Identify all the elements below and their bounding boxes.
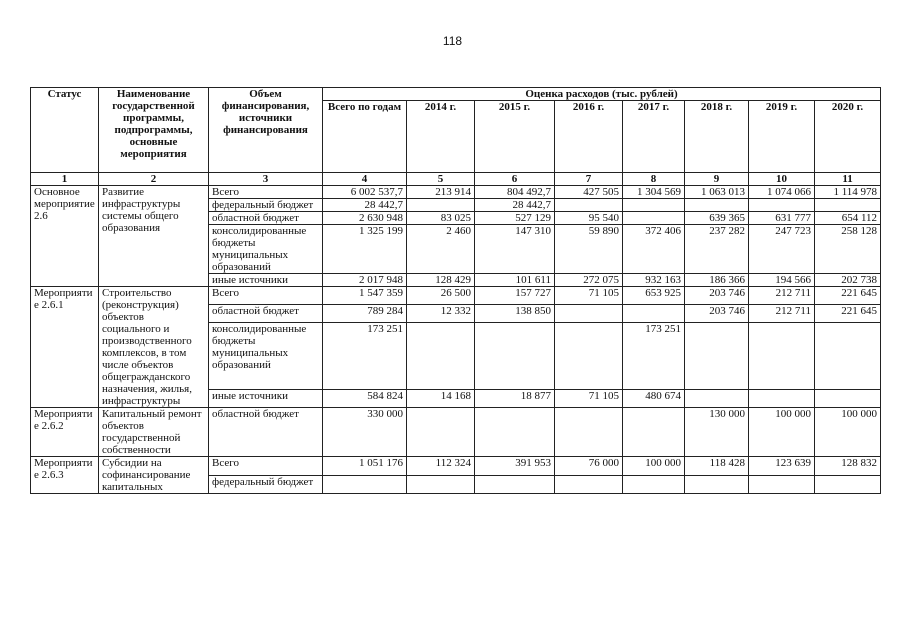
cell-value: 804 492,7 (475, 186, 555, 199)
cell-value (685, 475, 749, 494)
cell-value: 59 890 (555, 225, 623, 274)
row-name: Субсидии на софинансирование капитальных (99, 457, 209, 494)
cell-total: 28 442,7 (323, 199, 407, 212)
column-number: 6 (475, 173, 555, 186)
cell-value: 147 310 (475, 225, 555, 274)
column-number-row (31, 173, 881, 186)
cell-value: 932 163 (623, 274, 685, 287)
cell-value: 212 711 (749, 287, 815, 305)
cell-value: 71 105 (555, 390, 623, 408)
cell-value (475, 475, 555, 494)
header-year: 2019 г. (749, 101, 815, 173)
cell-value: 157 727 (475, 287, 555, 305)
cell-value: 101 611 (475, 274, 555, 287)
cell-value: 100 000 (623, 457, 685, 476)
cell-value: 527 129 (475, 212, 555, 225)
cell-value (749, 475, 815, 494)
row-name: Развитие инфраструктуры системы общего образования (99, 186, 209, 287)
cell-value: 118 428 (685, 457, 749, 476)
column-number: 4 (323, 173, 407, 186)
cell-total: 1 547 359 (323, 287, 407, 305)
cell-value (555, 322, 623, 389)
cell-value: 639 365 (685, 212, 749, 225)
funding-source: консолидированные бюджеты муниципальных образований (209, 225, 323, 274)
funding-source: консолидированные бюджеты муниципальных образований (209, 322, 323, 389)
cell-value (623, 408, 685, 457)
cell-value (555, 475, 623, 494)
cell-total: 584 824 (323, 390, 407, 408)
cell-value: 1 304 569 (623, 186, 685, 199)
cell-value (623, 475, 685, 494)
column-number: 10 (749, 173, 815, 186)
budget-table (30, 87, 881, 494)
funding-source: иные источники (209, 390, 323, 408)
cell-value: 237 282 (685, 225, 749, 274)
cell-value: 221 645 (815, 287, 881, 305)
cell-value: 14 168 (407, 390, 475, 408)
cell-value: 186 366 (685, 274, 749, 287)
cell-value: 391 953 (475, 457, 555, 476)
cell-value: 202 738 (815, 274, 881, 287)
page-number: 118 (442, 34, 463, 48)
cell-value (475, 322, 555, 389)
column-number: 2 (99, 173, 209, 186)
cell-value: 203 746 (685, 287, 749, 305)
cell-value: 272 075 (555, 274, 623, 287)
funding-source: областной бюджет (209, 212, 323, 225)
cell-value: 100 000 (815, 408, 881, 457)
cell-value (749, 199, 815, 212)
header-status: Статус (31, 88, 99, 173)
table-body (31, 173, 881, 494)
cell-value: 2 460 (407, 225, 475, 274)
cell-value (555, 304, 623, 322)
cell-value: 83 025 (407, 212, 475, 225)
header-year: 2016 г. (555, 101, 623, 173)
header-estimate: Оценка расходов (тыс. рублей) (323, 88, 881, 101)
header-name: Наименование государственной программы, подпрограммы, основные мероприятия (99, 88, 209, 173)
cell-value: 71 105 (555, 287, 623, 305)
cell-value: 173 251 (623, 322, 685, 389)
table-header (31, 88, 881, 173)
cell-value (815, 390, 881, 408)
cell-value (407, 322, 475, 389)
header-total: Всего по годам (323, 101, 407, 173)
row-status: Мероприятие 2.6.3 (31, 457, 99, 494)
cell-value (623, 304, 685, 322)
cell-value (685, 390, 749, 408)
cell-value: 18 877 (475, 390, 555, 408)
cell-total (323, 475, 407, 494)
cell-value (623, 199, 685, 212)
cell-value: 128 429 (407, 274, 475, 287)
funding-source: федеральный бюджет (209, 199, 323, 212)
cell-value: 654 112 (815, 212, 881, 225)
cell-value (407, 475, 475, 494)
column-number: 9 (685, 173, 749, 186)
funding-source: Всего (209, 287, 323, 305)
cell-value (815, 475, 881, 494)
table-row (31, 287, 881, 305)
cell-value: 212 711 (749, 304, 815, 322)
cell-value: 221 645 (815, 304, 881, 322)
cell-value (685, 322, 749, 389)
funding-source: Всего (209, 457, 323, 476)
cell-total: 1 051 176 (323, 457, 407, 476)
cell-value (407, 408, 475, 457)
cell-value: 213 914 (407, 186, 475, 199)
cell-value: 258 128 (815, 225, 881, 274)
header-year: 2018 г. (685, 101, 749, 173)
funding-source: иные источники (209, 274, 323, 287)
row-status: Мероприятие 2.6.2 (31, 408, 99, 457)
cell-value: 1 074 066 (749, 186, 815, 199)
cell-value (555, 408, 623, 457)
cell-value (555, 199, 623, 212)
column-number: 7 (555, 173, 623, 186)
cell-total: 2 017 948 (323, 274, 407, 287)
cell-value: 203 746 (685, 304, 749, 322)
cell-value: 1 114 978 (815, 186, 881, 199)
cell-value: 138 850 (475, 304, 555, 322)
column-number: 1 (31, 173, 99, 186)
column-number: 5 (407, 173, 475, 186)
funding-source: федеральный бюджет (209, 475, 323, 494)
cell-total: 789 284 (323, 304, 407, 322)
header-year: 2014 г. (407, 101, 475, 173)
cell-total: 6 002 537,7 (323, 186, 407, 199)
header-funding: Объем финансирования, источники финансирования (209, 88, 323, 173)
cell-value (685, 199, 749, 212)
cell-value: 247 723 (749, 225, 815, 274)
cell-total: 1 325 199 (323, 225, 407, 274)
cell-value: 28 442,7 (475, 199, 555, 212)
column-number: 11 (815, 173, 881, 186)
cell-value: 372 406 (623, 225, 685, 274)
funding-source: Всего (209, 186, 323, 199)
cell-value: 26 500 (407, 287, 475, 305)
cell-value: 112 324 (407, 457, 475, 476)
cell-value (749, 322, 815, 389)
cell-value: 76 000 (555, 457, 623, 476)
header-year: 2020 г. (815, 101, 881, 173)
cell-total: 330 000 (323, 408, 407, 457)
cell-value: 95 540 (555, 212, 623, 225)
row-name: Капитальный ремонт объектов государственной собственности (99, 408, 209, 457)
table-row (31, 186, 881, 199)
cell-value: 12 332 (407, 304, 475, 322)
cell-value (407, 199, 475, 212)
cell-value (815, 322, 881, 389)
cell-total: 2 630 948 (323, 212, 407, 225)
cell-total: 173 251 (323, 322, 407, 389)
column-number: 8 (623, 173, 685, 186)
cell-value (475, 408, 555, 457)
cell-value (749, 390, 815, 408)
header-year: 2015 г. (475, 101, 555, 173)
cell-value: 427 505 (555, 186, 623, 199)
cell-value: 128 832 (815, 457, 881, 476)
funding-source: областной бюджет (209, 304, 323, 322)
cell-value: 100 000 (749, 408, 815, 457)
cell-value: 1 063 013 (685, 186, 749, 199)
cell-value (623, 212, 685, 225)
table-row (31, 408, 881, 457)
table-row (31, 457, 881, 476)
cell-value: 130 000 (685, 408, 749, 457)
cell-value: 480 674 (623, 390, 685, 408)
header-year: 2017 г. (623, 101, 685, 173)
row-status: Основное мероприятие 2.6 (31, 186, 99, 287)
cell-value: 631 777 (749, 212, 815, 225)
funding-source: областной бюджет (209, 408, 323, 457)
row-status: Мероприятие 2.6.1 (31, 287, 99, 408)
cell-value: 653 925 (623, 287, 685, 305)
column-number: 3 (209, 173, 323, 186)
cell-value: 194 566 (749, 274, 815, 287)
row-name: Строительство (реконструкция) объектов социального и производственного комплексов, в том числе объектов общегражданского назначения, жилья, инфраструктуры (99, 287, 209, 408)
cell-value: 123 639 (749, 457, 815, 476)
cell-value (815, 199, 881, 212)
